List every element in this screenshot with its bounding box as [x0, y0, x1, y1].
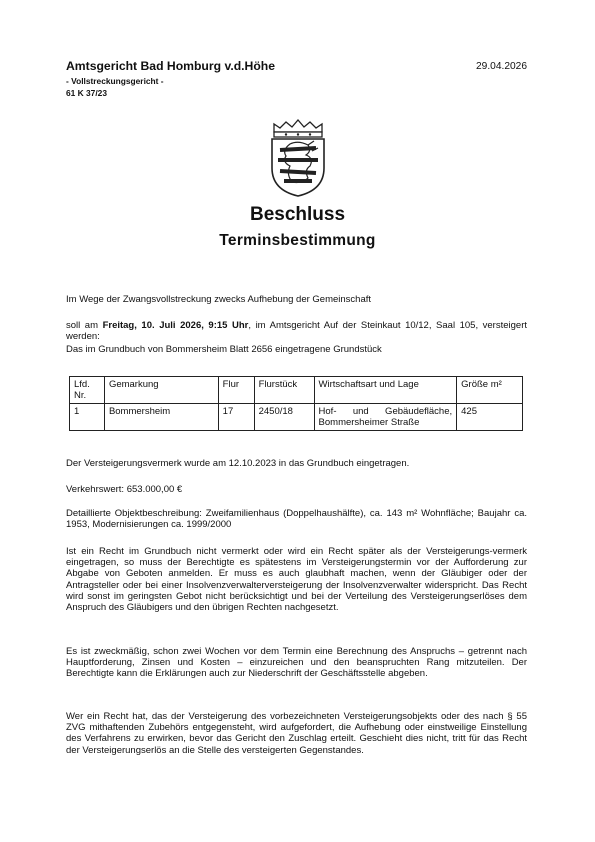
vermerk-paragraph: Der Versteigerungsvermerk wurde am 12.10.2023 in das Grundbuch eingetragen.	[66, 458, 410, 469]
header-gemarkung: Gemarkung	[104, 377, 218, 404]
intro-paragraph: Im Wege der Zwangsvollstreckung zwecks Aufhebung der Gemeinschaft	[66, 294, 372, 305]
termin-date-time: Freitag, 10. Juli 2026, 9:15 Uhr	[102, 320, 249, 331]
court-department: - Vollstreckungsgericht -	[66, 76, 164, 86]
header-groesse: Größe m²	[457, 377, 523, 404]
document-date: 29.04.2026	[476, 61, 527, 72]
cell-lfd-nr: 1	[70, 404, 105, 431]
table-row	[70, 404, 523, 431]
court-name: Amtsgericht Bad Homburg v.d.Höhe	[66, 59, 276, 73]
cell-groesse: 425	[457, 404, 523, 431]
recht-paragraph: Ist ein Recht im Grundbuch nicht vermerkt oder wird ein Recht später als der Versteigerungs-vermerk eingetragen, so muss der Berechtigte es spätestens im Versteigerungstermin vor der Aufforderung zur Abgabe von Geboten anmelden. Er muss es auch glaubhaft machen, wenn der Gläubiger oder der Antragsteller oder bei einer Insolvenzverwalterversteigerung der Insolvenzverwalter widerspricht. Das Recht wird sonst im geringsten Gebot nicht berücksichtigt und bei der Verteilung des Versteigerungserlöses dem Anspruch des Gläubigers und den übrigen Rechten nachgesetzt.	[66, 546, 527, 614]
table-header-row	[70, 377, 523, 404]
header-flur: Flur	[218, 377, 254, 404]
objektbeschreibung-paragraph: Detaillierte Objektbeschreibung: Zweifamilienhaus (Doppelhaushälfte), ca. 143 m² Wohnfläche; Baujahr ca. 1953, Modernisierungen ca. 1999/2000	[66, 508, 527, 531]
header-flurstueck: Flurstück	[254, 377, 314, 404]
cell-flur: 17	[218, 404, 254, 431]
termin-suffix: , im Amtsgericht Auf der Steinkaut 10/12, Saal 105, versteigert werden:	[66, 320, 527, 343]
cell-flurstueck: 2450/18	[254, 404, 314, 431]
wer-ein-recht-paragraph: Wer ein Recht hat, das der Versteigerung des vorbezeichneten Versteigerungsobjekts oder des nach § 55 ZVG mithaftenden Zubehörs entgegensteht, wird aufgefordert, die Aufhebung oder einstweilige Einstellung des Verfahrens zu erwirken, bevor das Gericht den Zuschlag erteilt. Geschieht dies nicht, tritt für das Recht der Versteigerungserlös an die Stelle des versteigerten Gegenstandes.	[66, 711, 527, 756]
termin-prefix: soll am	[66, 320, 103, 331]
cell-gemarkung: Bommersheim	[104, 404, 218, 431]
document-title: Beschluss	[249, 204, 346, 225]
header-lfd-nr: Lfd. Nr.	[70, 377, 105, 404]
verkehrswert-paragraph: Verkehrswert: 653.000,00 €	[66, 484, 183, 495]
document-subtitle: Terminsbestimmung	[219, 232, 376, 249]
termin-paragraph	[66, 320, 527, 342]
header-wirtschaftsart: Wirtschaftsart und Lage	[314, 377, 457, 404]
grundbuch-paragraph: Das im Grundbuch von Bommersheim Blatt 2656 eingetragene Grundstück	[66, 344, 382, 355]
plot-table	[69, 376, 523, 431]
case-number: 61 K 37/23	[66, 88, 107, 98]
cell-wirtschaftsart: Hof- und Gebäudefläche, Bommersheimer Straße	[314, 404, 457, 431]
zweckmaessig-paragraph: Es ist zweckmäßig, schon zwei Wochen vor dem Termin eine Berechnung des Anspruchs – getrennt nach Hauptforderung, Zinsen und Kosten – einzureichen und den beanspruchten Rang mitzuteilen. Der Berechtigte kann die Erklärungen auch zur Niederschrift der Geschäftsstelle abgeben.	[66, 646, 527, 680]
hessen-coat-of-arms-icon	[268, 118, 328, 198]
